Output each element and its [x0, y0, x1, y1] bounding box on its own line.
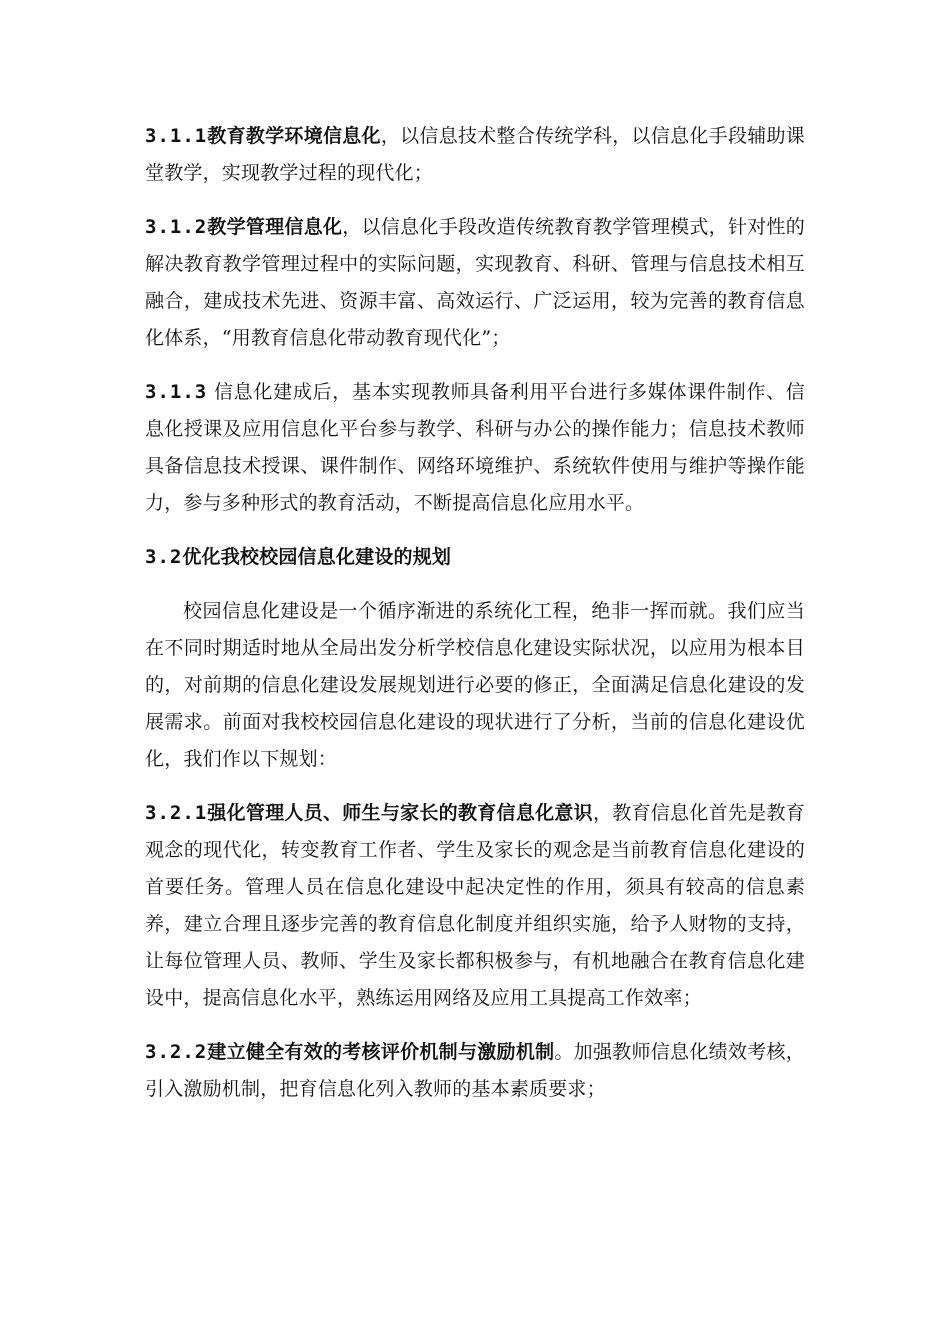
- paragraph-3-1-3: [145, 374, 805, 522]
- paragraph-lead: 教学管理信息化: [207, 216, 343, 238]
- paragraph-lead: 强化管理人员、师生与家长的教育信息化意识: [207, 802, 593, 824]
- section-number: 3.2: [145, 546, 183, 568]
- paragraph-text: ，以信息化手段改造传统教育教学管理模式，针对性的解决教育教学管理过程中的实际问题，实现教育、科研、管理与信息技术相互融合，建成技术先进、资源丰富、高效运行、广泛运用，较为完善的教育信息化体系，“用教育信息化带动教育现代化”；: [145, 216, 805, 349]
- paragraph-text: ，以信息技术整合传统学科，以信息化手段辅助课堂教学，实现教学过程的现代化；: [145, 125, 805, 184]
- section-number: 3.2.1: [145, 802, 208, 824]
- paragraph-text: 。加强教师信息化绩效考核，引入激励机制，把育信息化列入教师的基本素质要求；: [145, 1041, 805, 1100]
- section-number: 3.2.2: [145, 1041, 208, 1063]
- paragraph-text: 校园信息化建设是一个循序渐进的系统化工程，绝非一挥而就。我们应当在不同时期适时地从全局出发分析学校信息化建设实际状况，以应用为根本目的，对前期的信息化建设发展规划进行必要的修正，全面满足信息化建设的发展需求。前面对我校校园信息化建设的现状进行了分析，当前的信息化建设优化，我们作以下规划：: [145, 600, 805, 770]
- section-title: 优化我校校园信息化建设的规划: [182, 546, 452, 568]
- section-number: 3.1.2: [145, 216, 208, 238]
- paragraph-text: ，教育信息化首先是教育观念的现代化，转变教育工作者、学生及家长的观念是当前教育信息化建设的首要任务。管理人员在信息化建设中起决定性的作用，须具有较高的信息素养，建立合理且逐步完善的教育信息化制度并组织实施，给予人财物的支持，让每位管理人员、教师、学生及家长都积极参与，有机地融合在教育信息化建设中，提高信息化水平，熟练运用网络及应用工具提高工作效率；: [145, 802, 805, 1009]
- paragraph-3-2-1: [145, 795, 805, 1017]
- paragraph-3-2-2: [145, 1034, 805, 1108]
- paragraph-3-1-1: [145, 118, 805, 192]
- document-body: [145, 118, 805, 1125]
- paragraph-lead: 建立健全有效的考核评价机制与激励机制: [207, 1041, 555, 1063]
- section-number: 3.1.1: [145, 125, 208, 147]
- section-heading-3-2: [145, 539, 805, 576]
- paragraph-lead: 教育教学环境信息化: [207, 125, 381, 147]
- paragraph-text: 信息化建成后，基本实现教师具备利用平台进行多媒体课件制作、信息化授课及应用信息化平台参与教学、科研与办公的操作能力；信息技术教师具备信息技术授课、课件制作、网络环境维护、系统软件使用与维护等操作能力，参与多种形式的教育活动，不断提高信息化应用水平。: [145, 381, 805, 514]
- paragraph-3-1-2: [145, 209, 805, 357]
- paragraph-3-2-body: [145, 593, 805, 778]
- section-number: 3.1.3: [145, 381, 208, 403]
